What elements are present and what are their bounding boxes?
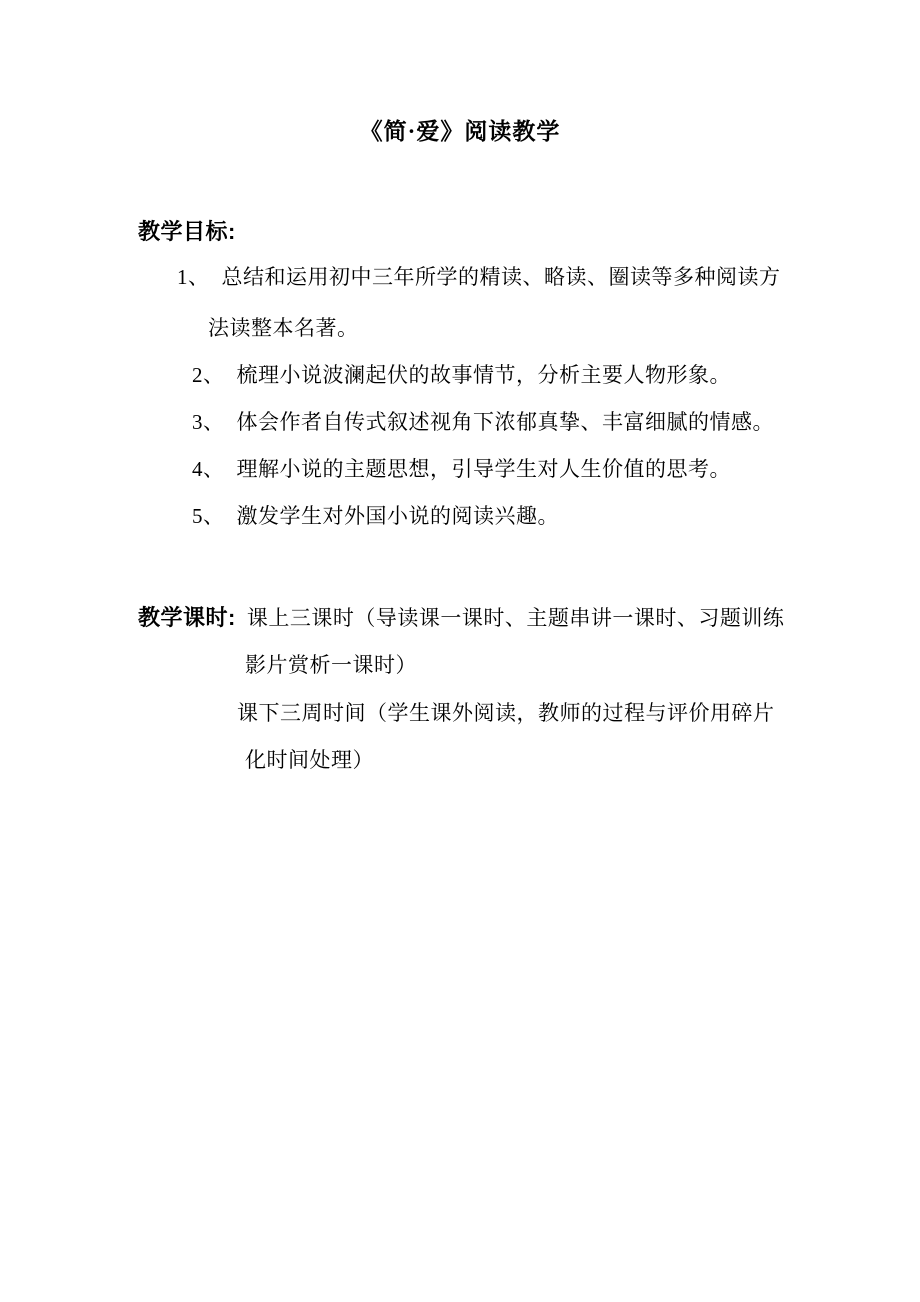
schedule-line-2: 影片赏析一课时） [245,653,417,677]
document-title: 《简·爱》阅读教学 [359,119,561,144]
schedule-line-1-text: 课上三课时（导读课一课时、主题串讲一课时、习题训练 [246,606,785,630]
objective-item-2-text: 梳理小说波澜起伏的故事情节，分析主要人物形象。 [236,363,731,387]
objective-item-4 [192,455,731,483]
schedule-line-4: 化时间处理） [245,748,374,772]
objective-item-2-number: 2、 [192,363,225,387]
objective-item-3-number: 3、 [192,410,225,434]
objective-item-1-line-1 [177,263,781,291]
objective-item-3-text: 体会作者自传式叙述视角下浓郁真挚、丰富细腻的情感。 [236,410,774,434]
objectives-heading [138,218,236,246]
objective-item-5 [192,502,559,530]
schedule-heading-label: 教学课时: [138,605,236,630]
objectives-heading-label: 教学目标: [138,219,236,244]
objective-item-5-number: 5、 [192,504,225,528]
objective-item-5-text: 激发学生对外国小说的阅读兴趣。 [236,504,559,528]
objective-item-3 [192,408,774,436]
objective-item-1-text: 总结和运用初中三年所学的精读、略读、圈读等多种阅读方 [221,265,781,289]
schedule-line-3: 课下三周时间（学生课外阅读，教师的过程与评价用碎片 [237,701,775,725]
objective-item-1-line-2: 法读整本名著。 [208,316,359,340]
objective-item-2 [192,361,731,389]
objective-item-4-text: 理解小说的主题思想，引导学生对人生价值的思考。 [236,457,731,481]
schedule-line-1 [138,604,784,632]
objective-item-4-number: 4、 [192,457,225,481]
objective-item-1-number: 1、 [177,265,210,289]
